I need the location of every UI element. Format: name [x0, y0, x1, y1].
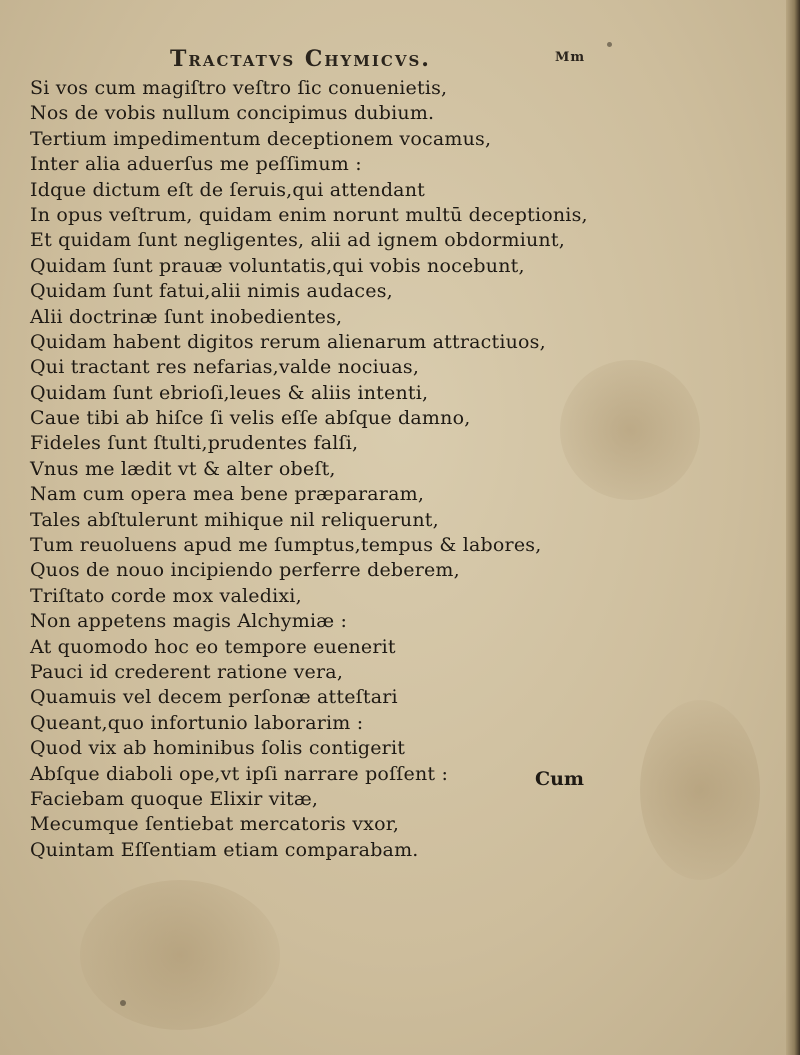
verse-line: Tertium impedimentum deceptionem vocamus,	[30, 127, 492, 150]
signature-mark: Mm	[555, 50, 586, 65]
verse-list	[30, 76, 630, 863]
running-title: Tractatvs Chymicvs.	[170, 46, 431, 72]
verse-line: Mecumque ſentiebat mercatoris vxor,	[30, 813, 400, 836]
paper-stain	[640, 700, 760, 880]
verse-line: Quintam Eſſentiam etiam comparabam.	[30, 838, 419, 861]
verse-line: Inter alia aduerſus me peſſimum :	[30, 153, 362, 176]
verse-line: Si vos cum magiſtro veſtro ſic conuenietis,	[30, 77, 448, 99]
verse-line: Pauci id crederent ratione vera,	[30, 660, 344, 683]
verse-line: Nam cum opera mea bene præpararam,	[30, 483, 425, 506]
verse-line: Qui tractant res nefarias,valde nociuas,	[30, 356, 420, 379]
verse-line: Queant,quo infortunio laborarim :	[30, 711, 364, 734]
catchword: Cum	[535, 768, 585, 790]
verse-line: Tales abſtulerunt mihique nil reliquerunt,	[30, 508, 439, 531]
verse-line: Caue tibi ab hiſce ſi velis eſſe abſque damno,	[30, 407, 471, 430]
ink-spot	[120, 1000, 126, 1006]
verse-line: Quamuis vel decem perſonæ atteſtari	[30, 686, 398, 709]
verse-line: Quos de nouo incipiendo perferre deberem,	[30, 559, 460, 582]
verse-line: Quidam ſunt fatui,alii nimis audaces,	[30, 280, 393, 303]
ink-spot	[607, 42, 612, 47]
verse-line: Idque dictum eſt de ſeruis,qui attendant	[30, 178, 425, 201]
verse-line: Non appetens magis Alchymiæ :	[30, 610, 348, 633]
verse-line: Abſque diaboli ope,vt ipſi narrare poſſent :	[30, 762, 449, 785]
paper-stain	[80, 880, 280, 1030]
verse-line: Quod vix ab hominibus ſolis contigerit	[30, 737, 406, 760]
verse-line: Alii doctrinæ ſunt inobedientes,	[30, 305, 343, 328]
verse-line: Faciebam quoque Elixir vitæ,	[30, 787, 319, 810]
verse-line: In opus veſtrum, quidam enim norunt multū deceptionis,	[30, 203, 588, 226]
verse-line: Nos de vobis nullum concipimus dubium.	[30, 102, 435, 125]
verse-line: Fideles ſunt ſtulti,prudentes falſi,	[30, 432, 359, 455]
verse-line: Quidam ſunt ebrioſi,leues & aliis intenti,	[30, 381, 429, 404]
page-edge-shadow	[786, 0, 800, 1055]
verse-line: Et quidam ſunt negligentes, alii ad ignem obdormiunt,	[30, 229, 565, 252]
verse-line: Quidam ſunt prauæ voluntatis,qui vobis nocebunt,	[30, 254, 525, 277]
verse-line: Vnus me lædit vt & alter obeſt,	[30, 457, 336, 480]
verse-line: At quomodo hoc eo tempore euenerit	[30, 635, 396, 658]
verse-line: Triſtato corde mox valedixi,	[30, 584, 302, 607]
page-header	[170, 46, 590, 76]
verse-line: Quidam habent digitos rerum alienarum attractiuos,	[30, 330, 546, 353]
verse-line: Tum reuoluens apud me ſumptus,tempus & labores,	[30, 534, 542, 557]
